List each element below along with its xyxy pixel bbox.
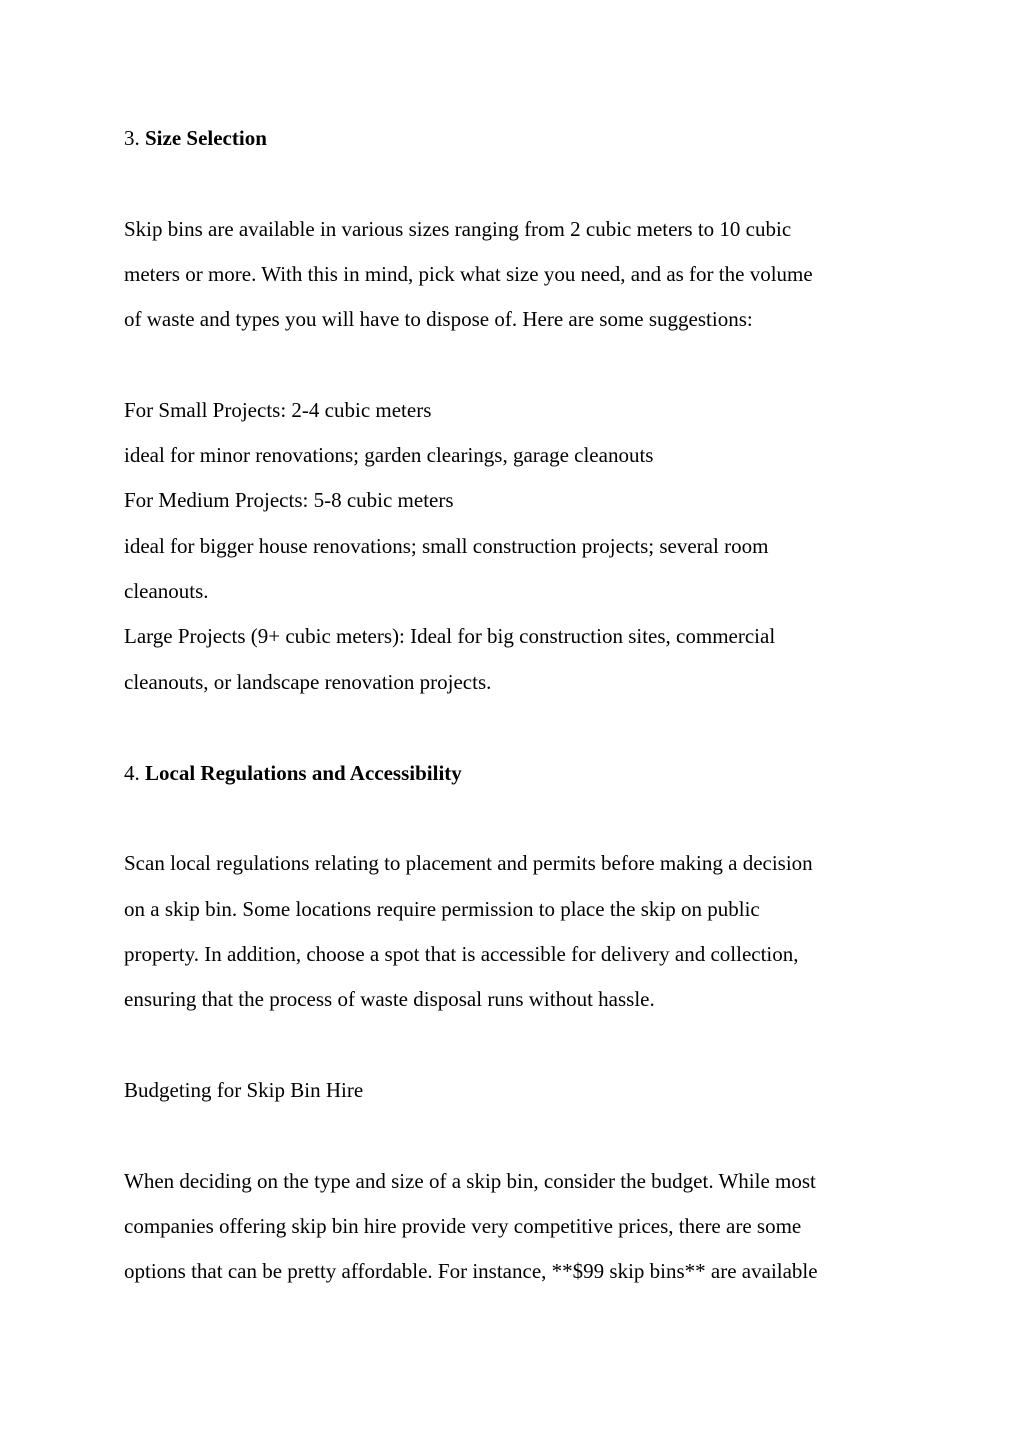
list-item: For Medium Projects: 5-8 cubic meters <box>124 488 454 512</box>
section-4-title: Local Regulations and Accessibility <box>145 761 462 785</box>
paragraph-line: companies offering skip bin hire provide very competitive prices, there are some <box>124 1214 802 1238</box>
paragraph-line: When deciding on the type and size of a skip bin, consider the budget. While most <box>124 1169 816 1193</box>
list-item: For Small Projects: 2-4 cubic meters <box>124 398 432 422</box>
paragraph-line: property. In addition, choose a spot that is accessible for delivery and collection, <box>124 942 799 966</box>
paragraph-line: Scan local regulations relating to placement and permits before making a decision <box>124 851 813 875</box>
list-item: ideal for minor renovations; garden clearings, garage cleanouts <box>124 443 654 467</box>
paragraph-line: Skip bins are available in various sizes ranging from 2 cubic meters to 10 cubic <box>124 217 792 241</box>
budget-heading: Budgeting for Skip Bin Hire <box>124 1078 364 1102</box>
list-item: cleanouts. <box>124 579 209 603</box>
paragraph-line: meters or more. With this in mind, pick what size you need, and as for the volume <box>124 262 813 286</box>
paragraph-line: of waste and types you will have to dispose of. Here are some suggestions: <box>124 307 753 331</box>
list-item: ideal for bigger house renovations; small construction projects; several room <box>124 534 769 558</box>
section-4-number: 4. <box>124 761 140 785</box>
section-3-number: 3. <box>124 126 140 150</box>
paragraph-line: on a skip bin. Some locations require permission to place the skip on public <box>124 897 760 921</box>
paragraph-line: ensuring that the process of waste disposal runs without hassle. <box>124 987 655 1011</box>
list-item: cleanouts, or landscape renovation projects. <box>124 670 492 694</box>
section-3-title: Size Selection <box>145 126 267 150</box>
paragraph-line: options that can be pretty affordable. For instance, **$99 skip bins** are available <box>124 1259 818 1283</box>
section-4-heading <box>124 761 462 785</box>
list-item: Large Projects (9+ cubic meters): Ideal for big construction sites, commercial <box>124 624 776 648</box>
section-3-heading <box>124 126 267 150</box>
